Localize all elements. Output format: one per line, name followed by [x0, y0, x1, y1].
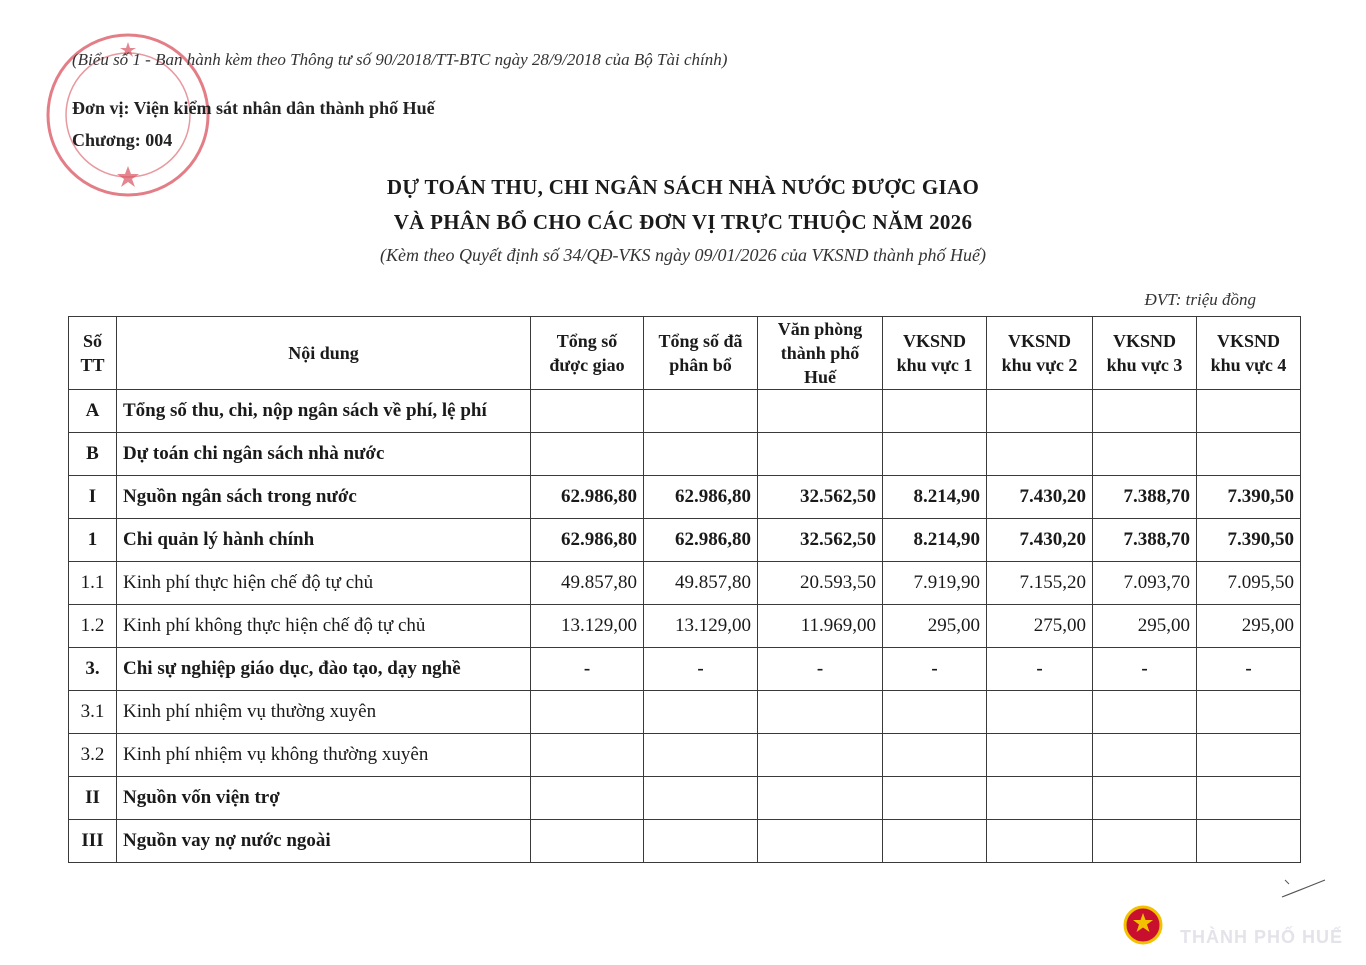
row-number: 1.2 — [69, 605, 117, 648]
amount-cell — [531, 433, 644, 476]
amount-cell — [1197, 390, 1301, 433]
amount-cell: 7.093,70 — [1093, 562, 1197, 605]
row-number: II — [69, 777, 117, 820]
row-number: I — [69, 476, 117, 519]
amount-cell: 13.129,00 — [531, 605, 644, 648]
amount-cell: - — [758, 648, 883, 691]
amount-cell — [758, 390, 883, 433]
amount-cell: 8.214,90 — [883, 519, 987, 562]
amount-cell — [644, 691, 758, 734]
watermark-text: THÀNH PHỐ HUẾ — [1180, 927, 1344, 947]
row-content: Tổng số thu, chi, nộp ngân sách về phí, lệ phí — [117, 390, 531, 433]
amount-cell — [1197, 734, 1301, 777]
unit-name: Đơn vị: Viện kiểm sát nhân dân thành phố Huế — [72, 98, 435, 118]
amount-cell — [644, 734, 758, 777]
column-header: Số TT — [69, 317, 117, 390]
table-row — [69, 605, 1301, 648]
table-row — [69, 648, 1301, 691]
document-title-line1: DỰ TOÁN THU, CHI NGÂN SÁCH NHÀ NƯỚC ĐƯỢC GIAO — [386, 175, 980, 199]
national-emblem-icon — [1123, 905, 1163, 945]
amount-cell — [883, 734, 987, 777]
amount-cell: 20.593,50 — [758, 562, 883, 605]
table-row — [69, 777, 1301, 820]
amount-cell — [758, 734, 883, 777]
amount-cell — [987, 820, 1093, 863]
amount-cell — [644, 777, 758, 820]
amount-cell — [644, 390, 758, 433]
amount-cell — [531, 820, 644, 863]
amount-cell: 32.562,50 — [758, 476, 883, 519]
amount-cell — [758, 820, 883, 863]
column-header: VKSND khu vực 2 — [987, 317, 1093, 390]
row-number: 3.2 — [69, 734, 117, 777]
amount-cell — [758, 777, 883, 820]
table-row — [69, 691, 1301, 734]
amount-cell — [758, 691, 883, 734]
amount-cell: 49.857,80 — [644, 562, 758, 605]
amount-cell — [1093, 820, 1197, 863]
row-content: Dự toán chi ngân sách nhà nước — [117, 433, 531, 476]
amount-cell: 62.986,80 — [644, 476, 758, 519]
amount-cell — [758, 433, 883, 476]
amount-cell: 8.214,90 — [883, 476, 987, 519]
amount-cell: 7.430,20 — [987, 476, 1093, 519]
column-header: Văn phòng thành phố Huế — [758, 317, 883, 390]
amount-cell — [531, 777, 644, 820]
amount-cell — [644, 820, 758, 863]
row-number: A — [69, 390, 117, 433]
amount-cell — [1093, 777, 1197, 820]
amount-cell — [1093, 390, 1197, 433]
budget-table — [68, 316, 1301, 863]
amount-cell: - — [1093, 648, 1197, 691]
amount-cell — [1197, 691, 1301, 734]
amount-cell — [1093, 433, 1197, 476]
amount-cell: - — [883, 648, 987, 691]
row-content: Nguồn ngân sách trong nước — [117, 476, 531, 519]
column-header: VKSND khu vực 3 — [1093, 317, 1197, 390]
amount-cell — [531, 390, 644, 433]
column-header: Nội dung — [117, 317, 531, 390]
amount-cell: 62.986,80 — [531, 476, 644, 519]
amount-cell — [987, 390, 1093, 433]
amount-cell — [883, 820, 987, 863]
amount-cell — [1093, 691, 1197, 734]
amount-cell — [531, 691, 644, 734]
amount-cell — [1197, 820, 1301, 863]
row-number: 1 — [69, 519, 117, 562]
document-subtitle: (Kèm theo Quyết định số 34/QĐ-VKS ngày 09/01/2026 của VKSND thành phố Huế) — [380, 245, 986, 265]
row-number: III — [69, 820, 117, 863]
amount-cell: 7.919,90 — [883, 562, 987, 605]
row-content: Nguồn vay nợ nước ngoài — [117, 820, 531, 863]
chapter-code: Chương: 004 — [72, 130, 173, 150]
row-content: Chi sự nghiệp giáo dục, đào tạo, dạy nghề — [117, 648, 531, 691]
row-content: Kinh phí không thực hiện chế độ tự chủ — [117, 605, 531, 648]
column-header: Tổng số đã phân bổ — [644, 317, 758, 390]
amount-cell: 7.390,50 — [1197, 476, 1301, 519]
amount-cell: 295,00 — [1093, 605, 1197, 648]
currency-unit-note: ĐVT: triệu đồng — [1144, 290, 1256, 309]
amount-cell: - — [987, 648, 1093, 691]
document-title-line2: VÀ PHÂN BỔ CHO CÁC ĐƠN VỊ TRỰC THUỘC NĂM 2026 — [393, 210, 973, 234]
amount-cell — [883, 390, 987, 433]
amount-cell — [987, 433, 1093, 476]
handwritten-mark — [1280, 875, 1330, 900]
amount-cell: 7.430,20 — [987, 519, 1093, 562]
table-row — [69, 433, 1301, 476]
table-header-row — [69, 317, 1301, 390]
row-number: 3.1 — [69, 691, 117, 734]
amount-cell — [883, 777, 987, 820]
column-header: VKSND khu vực 1 — [883, 317, 987, 390]
amount-cell: 11.969,00 — [758, 605, 883, 648]
amount-cell: 49.857,80 — [531, 562, 644, 605]
amount-cell — [644, 433, 758, 476]
row-content: Nguồn vốn viện trợ — [117, 777, 531, 820]
table-row — [69, 562, 1301, 605]
amount-cell — [987, 691, 1093, 734]
amount-cell: 13.129,00 — [644, 605, 758, 648]
amount-cell — [1197, 777, 1301, 820]
amount-cell: 7.388,70 — [1093, 519, 1197, 562]
amount-cell — [1093, 734, 1197, 777]
row-number: B — [69, 433, 117, 476]
amount-cell — [987, 734, 1093, 777]
amount-cell: - — [644, 648, 758, 691]
amount-cell: 62.986,80 — [531, 519, 644, 562]
amount-cell: 62.986,80 — [644, 519, 758, 562]
amount-cell: - — [531, 648, 644, 691]
row-number: 1.1 — [69, 562, 117, 605]
amount-cell — [883, 691, 987, 734]
amount-cell: 7.390,50 — [1197, 519, 1301, 562]
row-content: Kinh phí thực hiện chế độ tự chủ — [117, 562, 531, 605]
amount-cell: 32.562,50 — [758, 519, 883, 562]
row-number: 3. — [69, 648, 117, 691]
amount-cell — [531, 734, 644, 777]
amount-cell: - — [1197, 648, 1301, 691]
amount-cell: 295,00 — [883, 605, 987, 648]
amount-cell: 7.095,50 — [1197, 562, 1301, 605]
table-row — [69, 734, 1301, 777]
amount-cell: 275,00 — [987, 605, 1093, 648]
amount-cell: 295,00 — [1197, 605, 1301, 648]
table-row — [69, 476, 1301, 519]
column-header: VKSND khu vực 4 — [1197, 317, 1301, 390]
amount-cell — [883, 433, 987, 476]
amount-cell: 7.388,70 — [1093, 476, 1197, 519]
amount-cell: 7.155,20 — [987, 562, 1093, 605]
amount-cell — [1197, 433, 1301, 476]
row-content: Kinh phí nhiệm vụ không thường xuyên — [117, 734, 531, 777]
row-content: Kinh phí nhiệm vụ thường xuyên — [117, 691, 531, 734]
amount-cell — [987, 777, 1093, 820]
row-content: Chi quản lý hành chính — [117, 519, 531, 562]
form-reference-note: (Biểu số 1 - Ban hành kèm theo Thông tư số 90/2018/TT-BTC ngày 28/9/2018 của Bộ Tài chính) — [72, 50, 728, 69]
table-row — [69, 820, 1301, 863]
column-header: Tổng số được giao — [531, 317, 644, 390]
table-row — [69, 519, 1301, 562]
table-row — [69, 390, 1301, 433]
